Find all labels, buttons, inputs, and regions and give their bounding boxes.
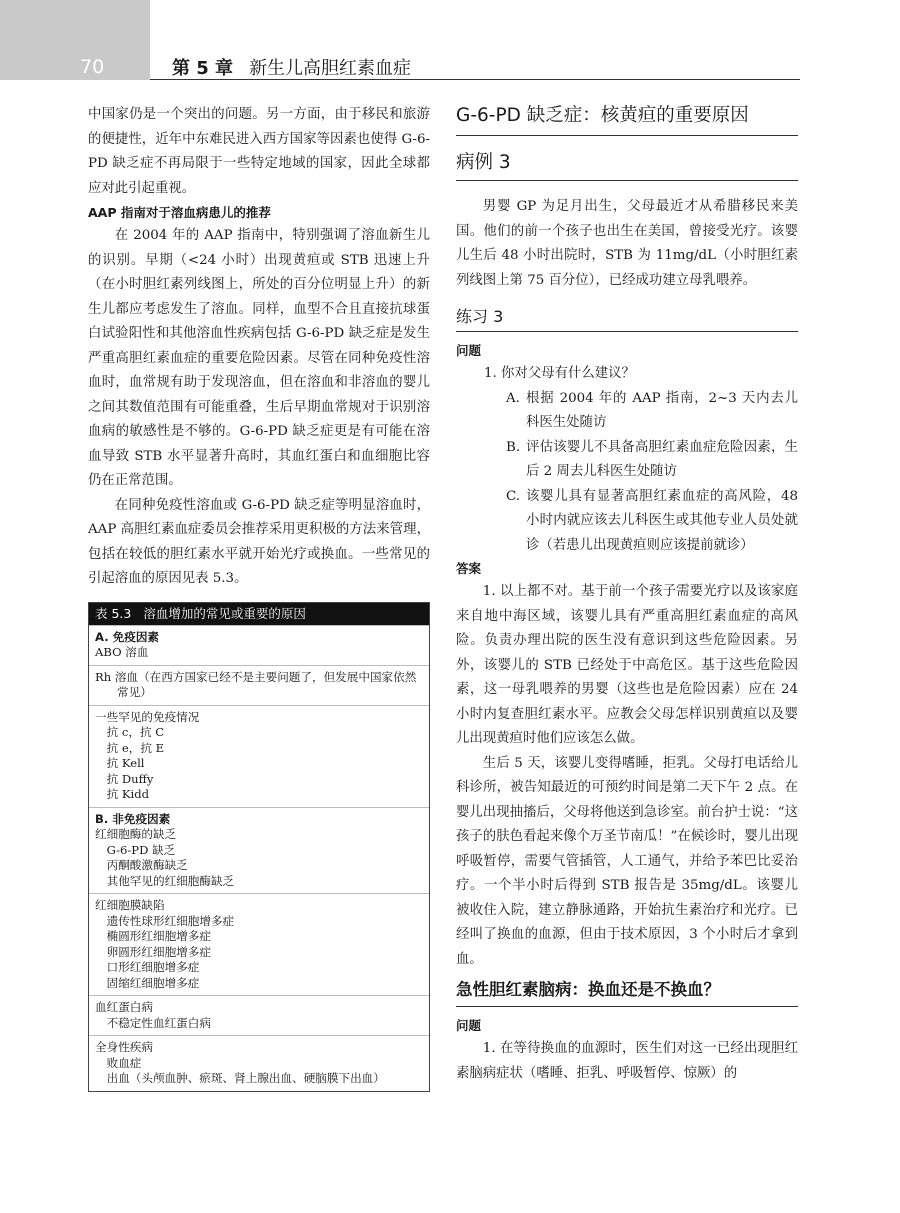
option-text: 根据 2004 年的 AAP 指南，2~3 天内去儿科医生处随访 — [526, 390, 798, 430]
option-text: 评估该婴儿不具备高胆红素血症危险因素，生后 2 周去儿科医生处随访 — [526, 439, 798, 479]
paragraph-management: 在同种免疫性溶血或 G-6-PD 缺乏症等明显溶血时，AAP 高胆红素血症委员会推荐采用更积极的方法来管理，包括在较低的胆红素水平就开始光疗或换血。一些常见的引起溶血的原因见表 5.3。 — [88, 497, 430, 586]
table-subitem: 抗 e，抗 E — [106, 740, 165, 755]
table-subitem: 抗 Kell — [106, 756, 145, 770]
option-c — [456, 485, 798, 559]
table-subitem: 出血（头颅血肿、瘀斑、肾上腺出血、硬脑膜下出血） — [106, 1071, 385, 1085]
table-item: 全身性疾病 — [95, 1040, 153, 1054]
paragraph-aap: 在 2004 年的 AAP 指南中，特别强调了溶血新生儿的识别。早期（<24 小时）出现黄疸或 STB 迅速上升（在小时胆红素列线图上，所处的百分位明显上升）的新生儿都应考虑发生了溶血。同样，血型不合且直接抗球蛋白试验阳性和其他溶血性疾病包括 G-6-PD 缺乏症是发生严重高胆红素血症的重要危险因素。尽管在同种免疫性溶血时，血常规有助于发现溶血，但在溶血和非溶血的婴儿之间其数值范围有可能重叠，生后早期血常规对于识别溶血病的敏感性是不够的。G-6-PD 缺乏症更是有可能在溶血导致 STB 水平显著升高时，其血红蛋白和血细胞比容仍在正常范围。 — [88, 228, 430, 488]
header-rule — [150, 79, 800, 80]
aap-heading: AAP 指南对于溶血病患儿的推荐 — [88, 205, 271, 220]
case-title: 病例 3 — [456, 150, 798, 181]
table-subitem: 抗 Kidd — [106, 787, 150, 801]
chapter-heading — [172, 54, 411, 80]
table-row — [89, 665, 429, 705]
table-subitem: 丙酮酸激酶缺乏 — [106, 858, 188, 872]
table-number: 表 5.3 — [95, 605, 132, 621]
option-label: B. — [506, 439, 521, 455]
table-row — [89, 995, 429, 1035]
chapter-label: 第 5 章 — [172, 58, 234, 79]
table-subitem: 口形红细胞增多症 — [106, 960, 200, 974]
table-subitem: 其他罕见的红细胞酶缺乏 — [106, 873, 235, 888]
table-subitem: 抗 Duffy — [106, 771, 154, 786]
table-subitem: 固缩红细胞增多症 — [106, 975, 200, 990]
right-column — [456, 103, 798, 1086]
answer-label: 答案 — [456, 561, 482, 576]
exercise-title: 练习 3 — [456, 305, 798, 332]
chapter-title: 新生儿高胆红素血症 — [249, 58, 412, 79]
option-a — [456, 387, 798, 436]
group-heading-nonimmune: B. 非免疫因素 — [95, 811, 171, 826]
table-row — [89, 705, 429, 807]
table-item: 红细胞酶的缺乏 — [95, 827, 177, 841]
table-caption — [89, 603, 429, 625]
paragraph-continued: 中国家仍是一个突出的问题。另一方面，由于移民和旅游的便捷性，近年中东难民进入西方国家等因素也使得 G-6-PD 缺乏症不再局限于一些特定地域的国家，因此全球都应对此引起重视。 — [88, 107, 430, 196]
table-subitem: 椭圆形红细胞增多症 — [106, 929, 211, 943]
table-subitem: G-6-PD 缺乏 — [106, 842, 176, 857]
question-label: 问题 — [456, 343, 482, 358]
option-text: 该婴儿具有显著高胆红素血症的高风险，48 小时内就应该去儿科医生或其他专业人员处就诊（若患儿出现黄疸则应该提前就诊） — [526, 488, 798, 553]
table-row — [89, 1035, 429, 1091]
question-2-text: 1. 在等待换血的血源时，医生们对这一已经出现胆红素脑病症状（嗜睡、拒乳、呼吸暂停、惊厥）的 — [456, 1041, 798, 1081]
page-number: 70 — [80, 56, 105, 78]
table-item: 一些罕见的免疫情况 — [95, 709, 200, 724]
table-subitem: 败血症 — [106, 1055, 142, 1070]
table-5-3 — [88, 602, 430, 1092]
table-item: Rh 溶血（在西方国家已经不是主要问题了，但发展中国家依然常见） — [95, 669, 417, 699]
left-column — [88, 103, 430, 1092]
page-number-tab — [0, 0, 150, 80]
option-b — [456, 436, 798, 485]
table-item: ABO 溶血 — [95, 645, 149, 659]
table-item: 红细胞膜缺陷 — [95, 898, 165, 912]
table-subitem: 抗 c，抗 C — [106, 725, 165, 739]
group-heading-immune: A. 免疫因素 — [95, 629, 160, 644]
answer-paragraph-1: 1. 以上都不对。基于前一个孩子需要光疗以及该家庭来自地中海区域，该婴儿具有严重高胆红素血症的高风险。负责办理出院的医生没有意识到这些危险因素。另外，该婴儿的 STB 已经处于中高危区。基于这些危险因素，这一母乳喂养的男婴（这些也是危险因素）应在 24 小时内复查胆红素水平。应教会父母怎样识别黄疸以及婴儿出现黄疸时他们应该怎么做。 — [456, 584, 798, 746]
case-text: 男婴 GP 为足月出生，父母最近才从希腊移民来美国。他们的前一个孩子也出生在美国，曾接受光疗。该婴儿生后 48 小时出院时，STB 为 11mg/dL（小时胆红素列线图上第 75 百分位），已经成功建立母乳喂养。 — [456, 199, 798, 288]
table-row — [89, 807, 429, 894]
table-row — [89, 893, 429, 995]
table-subitem: 卵圆形红细胞增多症 — [106, 944, 211, 959]
section-title: G-6-PD 缺乏症：核黄疸的重要原因 — [456, 103, 798, 136]
question-label-2: 问题 — [456, 1018, 482, 1033]
table-title: 溶血增加的常见或重要的原因 — [143, 605, 306, 621]
table-subitem: 遗传性球形红细胞增多症 — [106, 913, 235, 928]
option-label: A. — [506, 390, 520, 406]
table-subitem: 不稳定性血红蛋白病 — [106, 1015, 211, 1030]
subsection-title: 急性胆红素脑病：换血还是不换血？ — [456, 978, 798, 1007]
table-row — [89, 625, 429, 665]
question-1: 1. 你对父母有什么建议？ — [484, 366, 635, 381]
answer-paragraph-2: 生后 5 天，该婴儿变得嗜睡，拒乳。父母打电话给儿科诊所，被告知最近的可预约时间是第二天下午 2 点。在婴儿出现抽搐后，父母将他送到急诊室。前台护士说：“这孩子的肤色看起来像个万圣节南瓜！”在候诊时，婴儿出现呼吸暂停，需要气管插管，人工通气，并给予苯巴比妥治疗。一个半小时后得到 STB 报告是 35mg/dL。该婴儿被收住入院，建立静脉通路，开始抗生素治疗和光疗。已经叫了换血的血源，但由于技术原因，3 个小时后才拿到血。 — [456, 755, 798, 967]
table-item: 血红蛋白病 — [95, 1000, 153, 1014]
option-label: C. — [506, 488, 521, 504]
